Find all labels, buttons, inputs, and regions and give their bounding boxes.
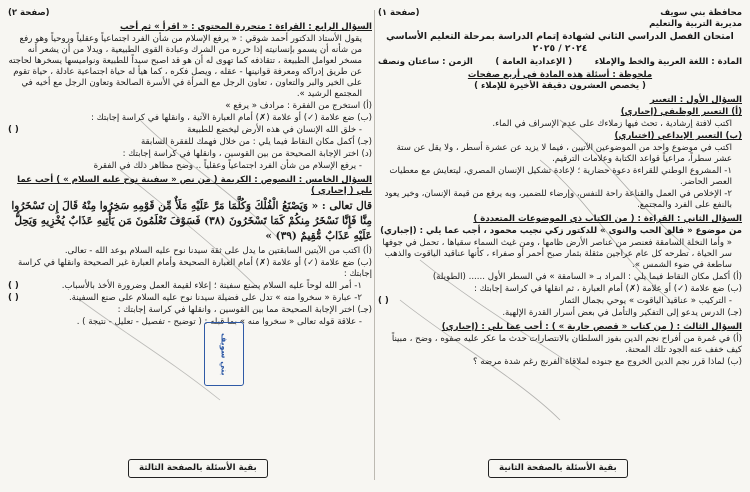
page-2-footer: بقية الأسئلة بالصفحة الثالثة (128, 459, 268, 478)
exam-page-2 (8, 8, 372, 486)
q1-heading: السؤال الأول : التعبير (649, 95, 742, 105)
exam-notes (378, 70, 742, 92)
page-number: (صفحة ١) (378, 8, 420, 18)
q4-c: (جـ) أكمل مكان النقاط فيما يلي : من خلال فهمك للفقرة السابقة (140, 137, 372, 147)
q5-b2-answer-box: ( ) (8, 293, 19, 303)
official-stamp (204, 322, 244, 386)
directorate: مديرية التربية والتعليم (649, 18, 742, 29)
q4-b1-text: - خلق الله الإنسان في هذه الأرض ليخضع للطبيعة (187, 125, 362, 135)
q2-b-item (378, 296, 742, 307)
stamp-text: بني سويف (219, 332, 229, 376)
exam-meta (378, 57, 742, 68)
q1-b-text: اكتب في موضوع واحد من الموضوعين الآتيين ، فيما لا يزيد عن عشرة أسطر ، ولا يقل عن ستة عشر سطراً، مراعياً قواعد الكتابة وعلامات الترقيم. (396, 143, 732, 164)
q4-heading: السؤال الرابع : القراءة : متحررة المحتوى : « اقرأ » ثم أجب (119, 22, 372, 32)
q3-a: (أ) في غمرة من أفراح نجم الدين بفوز السلطان بالانتصارات حدث ما عكر عليه صفوه ، وضح ، مبيناً كيف خفف عنه الجود تلك المحنة. (391, 334, 742, 355)
q1-a-text: اكتب لافتة إرشادية ، تحث فيها زملاءك على عدم الإسراف في الماء. (492, 119, 732, 129)
quran-verses: قال تعالى : « وَيَصْنَعُ الْفُلْكَ وَكُلَّمَا مَرَّ عَلَيْهِ مَلَأٌ مِّن قَوْمِهِ سَخِرُوا مِنْهُ قَالَ إِن تَسْخَرُوا مِنَّا فَإِنَّا نَسْخَرُ مِنكُمْ كَمَا تَسْخَرُونَ (٣٨) فَسَوْفَ تَعْلَمُونَ مَن يَأْتِيهِ عَذَابٌ يُخْزِيهِ وَيَحِلُّ عَلَيْهِ عَذَابٌ مُّقِيمٌ (٣٩) » (11, 200, 372, 242)
q5-b2-text: ٢- عبارة « سخروا منه » تدل على فضيلة سيدنا نوح عليه السلام على صنع السفينة. (68, 293, 362, 303)
q2-b: (ب) ضع علامة (✓) أو علامة (✗) أمام العبارة ، ثم انقلها في كراسة إجابتك : (473, 284, 742, 294)
q5-b1-answer-box: ( ) (8, 281, 19, 291)
grade: ( الإعدادية العامة ) (495, 57, 573, 67)
q4-passage: يقول الأستاذ الدكتور أحمد شوقي : « يرفع الإسلام من شأن الفرد اجتماعياً وعقلياً وروحياً وهو رفع من شأنه أن يسمو بإنسانيته إذا حرره من الشرك وعبادة القوى الطبيعية ، ويدلا من أن يشعر أنه مسخر لعوامل الطبيعة ، تتقاذفه كما تهوى له أن هو قد اصبح سيداً للطبيعة ونواميسها يسخرها لحاجته عن طريق إدراكه ومعرفة قوانينها - عقله ، ويصل فكره ، كما هيأ له حياة اجتماعية عادلة ، حياة تقوم على الخير والبر والتعاون ، تعاون الرجل مع المرأة في الأسرة الصالحة وتعاون الرجل مع أخيه في المجتمع الرشيد ». (8, 34, 362, 99)
page-number: (صفحة ٢) (8, 8, 50, 18)
q5-heading: السؤال الخامس : النصوص : الكريمة ( من نص « سفينة نوح عليه السلام » ) أجب عما يلي ( إجباري ) (17, 175, 372, 196)
q4-b: (ب) ضع علامة (✓) أو علامة (✗) أمام العبارة الآتية ، وانقلها في كراسة إجابتك : (91, 113, 372, 123)
page-divider (374, 10, 375, 480)
q2-b1-answer-box: ( ) (378, 296, 389, 306)
subject: المادة : اللغة العربية والخط والإملاء (594, 57, 742, 67)
q4-a: (أ) استخرج من الفقرة : مرادف « يرفع » (225, 101, 372, 111)
q1-b-option-2: ٢- الإخلاص في العمل والقناعة راحة للنفس، وإرضاء للضمير، وبه يرفع من قيمة الإنسان، وخير يعود بالنفع على الفرد والمجتمع. (384, 189, 732, 210)
q5-b: (ب) ضع علامة (✓) أو علامة (✗) أمام العبارة الصحيحة وأمام العبارة غير الصحيحة وانقلها في كراسة إجابتك : (17, 258, 372, 279)
note-pages: ملحوظة : أسئلة هذه المادة في أربع صفحات (467, 70, 653, 80)
time: الزمن : ساعتان ونصف (378, 57, 473, 67)
q1-b-option-1: ١- المشروع الوطني للقراءة دعوة حضارية ؛ لإعادة تشكيل الإنسان المصري، ليتعايش مع معطيات العصر الحاضر. (389, 166, 732, 187)
note-dictation: ( يخصص العشرون دقيقة الأخيرة للإملاء ) (474, 81, 646, 91)
q2-passage: « وأما النخلة السامقة فعنصر من عناصر الأرض ظامها ، ومن غيث السماء سقياها ، تحمل في جوفها سر الحياة ، تطرحه كل عام عراجين مثقلة بثمار صبح أحمر أو صفراء ، كأنها عناقيد الياقوت والذهب ساطعة في ضوء الشمس ». (382, 238, 732, 270)
q4-d: (د) اختر الإجابة الصحيحة من بين القوسين ، وانقلها في كراسة إجابتك : (122, 149, 372, 159)
q2-a: (أ) أكمل مكان النقاط فيما يلي : المراد بـ « السامقة » في السطر الأول ...... (الطويلة) (432, 272, 742, 282)
page-1-header (378, 8, 742, 29)
q4-d1: - يرفع الإسلام من شأن الفرد اجتماعياً وعقلياً .. وضح مظاهر ذلك في الفقرة (93, 161, 362, 171)
q2-b1-text: - التركيب « عناقيد الياقوت » يوحي بجمال الثمار (560, 296, 732, 306)
q4-b1-answer-box: ( ) (8, 125, 19, 135)
q4-b-item (8, 125, 372, 136)
q2-intro: من موضوع « فالق الحب والنوى » للدكتور زكي نجيب محمود ، أجب عما يلي : (إجباري) (380, 226, 742, 236)
exam-page-1 (378, 8, 742, 486)
exam-title: امتحان الفصل الدراسي الثاني لشهادة إتمام الدراسة بمرحلة التعليم الأساسي ٢٠٢٤ / ٢٠٢٥ (386, 31, 734, 54)
q5-b-item-2 (8, 293, 372, 304)
q2-heading: السؤال الثاني : القراءة : ( من الكتاب ذي الموضوعات المتعددة ) (473, 214, 742, 224)
q3-heading: السؤال الثالث : ( من كتاب « قصص جارية » ) : أجب عما يلي : (إجباري) (441, 322, 742, 332)
q1-a-label: (أ) التعبير الوظيفي (إجباري) (620, 107, 742, 117)
q5-b-item-1 (8, 281, 372, 292)
q5-a: (أ) اكتب من الآيتين السابقتين ما يدل على ثقة سيدنا نوح عليه السلام بوعد الله - تعالى. (64, 246, 372, 256)
q3-b: (ب) لماذا قرر نجم الدين الخروج مع جنوده لملاقاة الفرنج رغم شدة مرضه ؟ (472, 357, 742, 367)
q1-b-label: (ب) التعبير الإبداعي (اختياري) (614, 131, 742, 141)
q2-c: (جـ) الدرس يدعو إلى التفكير والتأمل في بعض أسرار القدرة الإلهية. (502, 308, 742, 318)
q5-c1: - علاقة قوله تعالى « سخروا منه » بما قبله : ( توضيح - تفصيل - تعليل - نتيجة ) . (76, 317, 362, 327)
page-1-footer: بقية الأسئلة بالصفحة الثانية (488, 459, 628, 478)
page-2-top (8, 8, 372, 19)
governorate: محافظة بني سويف (660, 8, 742, 18)
q5-b1-text: ١- أمر الله لوحاً عليه السلام بصنع سفينة ؛ إعلاء لقيمة العمل وضرورة الأخذ بالأسباب. (61, 281, 362, 291)
q5-c: (جـ) اختر الإجابة الصحيحة مما بين القوسين ، وانقلها في كراسة إجابتك : (117, 305, 372, 315)
